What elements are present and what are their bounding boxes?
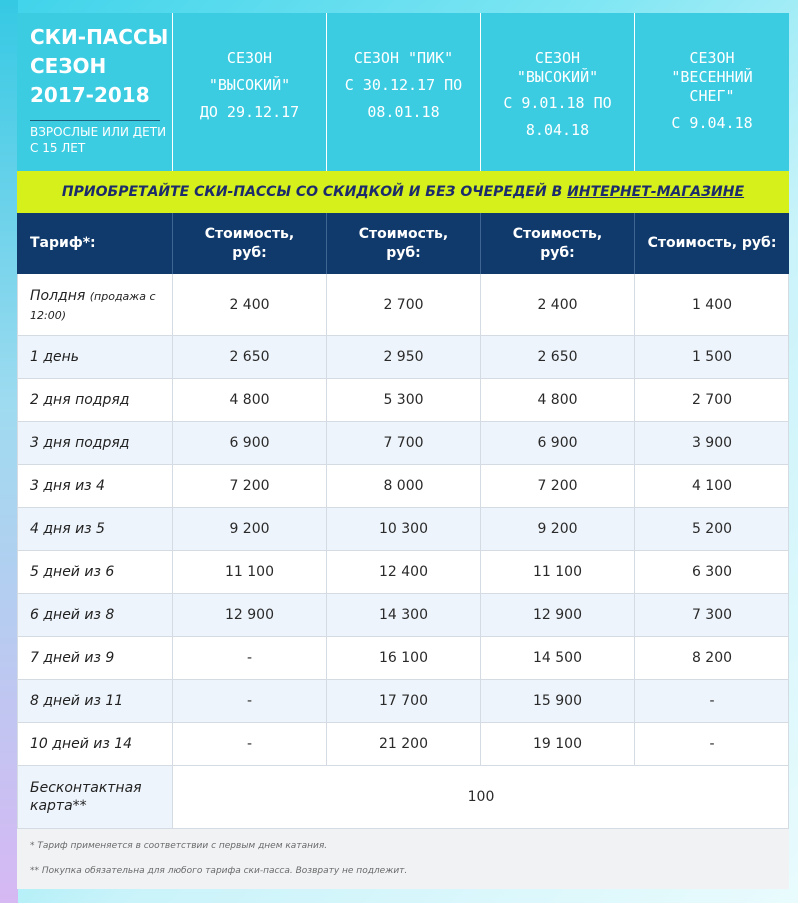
price-cell: 12 400 — [379, 564, 428, 580]
price-cell: - — [246, 693, 253, 709]
grid-line — [480, 274, 481, 766]
price-cell: 6 900 — [537, 435, 578, 451]
price-cell: 2 950 — [383, 349, 424, 365]
price-cell: 1 500 — [691, 349, 733, 365]
tariff-name: 1 день — [30, 349, 80, 365]
price-cell: 9 200 — [229, 521, 270, 537]
price-cell: 5 200 — [691, 521, 733, 537]
col-header-price-4: Стоимость, руб: — [647, 235, 777, 251]
card-row — [17, 766, 789, 828]
table-row — [17, 637, 789, 680]
price-cell: - — [709, 736, 715, 752]
price-cell: 2 650 — [229, 349, 270, 365]
price-cell: 3 900 — [691, 435, 733, 451]
price-cell: 21 200 — [379, 736, 428, 752]
price-cell: 7 700 — [383, 435, 424, 451]
table-row — [17, 508, 789, 551]
price-cell: 4 800 — [229, 392, 270, 408]
card-price: 100 — [173, 766, 789, 828]
table-row — [17, 422, 789, 465]
col-header-price-3: Стоимость, руб: — [512, 225, 603, 261]
season-high-early: СЕЗОН "ВЫСОКИЙ" ДО 29.12.17 — [173, 13, 326, 171]
col-header-tariff: Тариф*: — [30, 235, 96, 251]
footnotes — [17, 829, 789, 889]
online-store-banner — [17, 171, 789, 213]
season-high-late: СЕЗОН "ВЫСОКИЙ" С 9.01.18 ПО 8.04.18 — [481, 13, 634, 171]
tariff-name: 6 дней из 8 — [30, 607, 115, 623]
grid-line — [17, 274, 18, 829]
col-header-price-1: Стоимость, руб: — [204, 225, 295, 261]
price-cell: 10 300 — [379, 521, 428, 537]
table-row — [17, 336, 789, 379]
grid-line — [172, 274, 173, 829]
price-cell: 2 700 — [383, 296, 424, 313]
price-cell: 1 400 — [691, 296, 733, 313]
price-cell: 15 900 — [533, 693, 582, 709]
price-cell: - — [246, 650, 253, 666]
age-subtitle: ВЗРОСЛЫЕ ИЛИ ДЕТИ С 15 ЛЕТ — [30, 125, 167, 155]
price-cell: 14 300 — [379, 607, 428, 623]
tariff-name: 4 дня из 5 — [30, 521, 105, 537]
tariff-name: 10 дней из 14 — [30, 736, 133, 752]
table-row — [17, 723, 789, 766]
price-cell: 4 800 — [537, 392, 578, 408]
grid-line — [788, 274, 789, 829]
price-cell: - — [709, 693, 715, 709]
tariff-name: Полдня (продажа с 12:00) — [30, 288, 156, 322]
price-cell: 2 400 — [537, 296, 578, 313]
banner-text: ПРИОБРЕТАЙТЕ СКИ-ПАССЫ СО СКИДКОЙ И БЕЗ ОЧЕРЕДЕЙ В — [61, 184, 568, 200]
price-cell: 12 900 — [533, 607, 582, 623]
tariff-name: 3 дня подряд — [30, 435, 130, 451]
price-cell: 7 200 — [537, 478, 578, 494]
tariff-name: 8 дней из 11 — [30, 693, 124, 709]
table-row — [17, 594, 789, 637]
season-peak: СЕЗОН "ПИК" С 30.12.17 ПО 08.01.18 — [327, 13, 480, 171]
price-cell: - — [246, 736, 253, 752]
title-cell — [17, 13, 172, 171]
price-cell: 16 100 — [379, 650, 428, 666]
tariff-name: 7 дней из 9 — [30, 650, 115, 666]
price-cell: 12 900 — [225, 607, 274, 623]
price-cell: 6 300 — [691, 564, 733, 580]
price-cell: 8 000 — [383, 478, 424, 494]
price-cell: 11 100 — [533, 564, 582, 580]
price-cell: 9 200 — [537, 521, 578, 537]
table-row — [17, 274, 789, 336]
grid-line — [634, 274, 635, 766]
tariff-name: 5 дней из 6 — [30, 564, 115, 580]
table-row — [17, 379, 789, 422]
price-cell: 5 300 — [383, 392, 424, 408]
footnote-1: * Тариф применяется в соответствии с первым днем катания. — [30, 841, 328, 851]
grid-line — [326, 274, 327, 766]
table-row — [17, 551, 789, 594]
price-cell: 7 200 — [229, 478, 270, 494]
page-title: СКИ-ПАССЫ СЕЗОН 2017-2018 — [30, 25, 169, 107]
season-spring: СЕЗОН "ВЕСЕННИЙ СНЕГ" С 9.04.18 — [635, 13, 789, 171]
table-row — [17, 680, 789, 723]
price-cell: 17 700 — [379, 693, 428, 709]
price-cell: 11 100 — [225, 564, 274, 580]
online-store-link[interactable]: ИНТЕРНЕТ-МАГАЗИНЕ — [567, 184, 745, 200]
price-cell: 8 200 — [691, 650, 733, 666]
price-cell: 7 300 — [691, 607, 733, 623]
price-cell: 2 400 — [229, 296, 270, 313]
price-sheet — [17, 13, 789, 889]
table-header — [17, 213, 789, 274]
title-divider — [30, 120, 160, 121]
tariff-name: 3 дня из 4 — [30, 478, 105, 494]
price-cell: 4 100 — [691, 478, 733, 494]
price-cell: 19 100 — [533, 736, 582, 752]
card-label: Бесконтактная карта** — [30, 780, 142, 814]
footnote-2: ** Покупка обязательна для любого тарифа ски-пасса. Возврату не подлежит. — [30, 866, 408, 876]
season-header — [17, 13, 789, 171]
col-header-price-2: Стоимость, руб: — [358, 225, 449, 261]
table-row — [17, 465, 789, 508]
price-cell: 6 900 — [229, 435, 270, 451]
price-cell: 2 700 — [691, 392, 733, 408]
tariff-name: 2 дня подряд — [30, 392, 130, 408]
price-cell: 2 650 — [537, 349, 578, 365]
price-cell: 14 500 — [533, 650, 582, 666]
